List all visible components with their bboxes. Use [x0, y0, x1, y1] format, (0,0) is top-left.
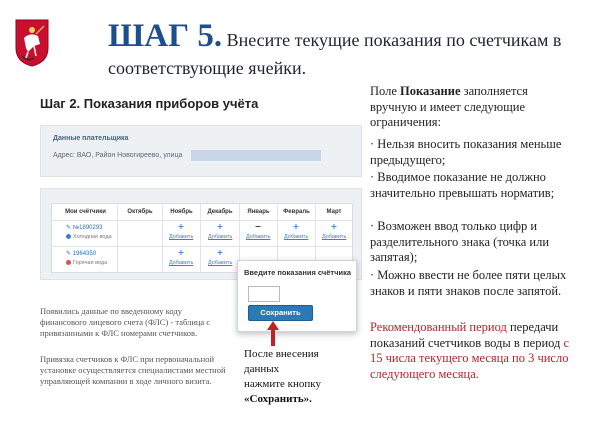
description-binding: Привязка счетчиков к ФЛС при первоначальной установке осуществляется специалистами местной управляющей компании в ходе личного визита. — [40, 354, 226, 386]
add-link-feb-1[interactable]: Добавить — [284, 234, 309, 240]
meter-kind-hot: Горячая вода — [66, 260, 107, 266]
title-text-line2: соответствующие ячейки. — [108, 58, 307, 78]
add-plus-icon[interactable]: + — [292, 222, 300, 231]
col-january: Январь — [247, 209, 270, 215]
step-label: ШАГ 5. — [108, 18, 223, 54]
col-my-meters: Мои счётчики — [65, 209, 106, 215]
rule-item: · Возможен ввод только цифр и разделительного знака (точка или запятая); — [370, 219, 550, 264]
after-note-line2: нажмите кнопку — [244, 378, 321, 390]
col-november: Ноябрь — [170, 209, 193, 215]
add-link-mar-1[interactable]: Добавить — [322, 234, 347, 240]
field-name: Показание — [400, 84, 461, 98]
payer-address: Адрес: ВАО, Район Новогиреево, улица — [53, 152, 183, 159]
reading-input[interactable] — [248, 286, 280, 302]
after-save-note — [244, 347, 354, 407]
save-button[interactable]: Сохранить — [248, 305, 313, 321]
add-link-jan-1[interactable]: Добавить — [246, 234, 271, 240]
description-fls: Появились данные по введенному коду финансового лицевого счета (ФЛС) - таблица с привязанными к ФЛС номерами счетчиков. — [40, 306, 211, 338]
add-plus-icon[interactable]: + — [216, 222, 224, 231]
col-march: Март — [326, 209, 342, 215]
add-plus-icon[interactable]: + — [177, 222, 185, 231]
meter-kind-cold: Холодная вода — [66, 234, 112, 240]
col-december: Декабрь — [207, 209, 233, 215]
address-redacted — [191, 150, 321, 161]
add-link-nov-1[interactable]: Добавить — [169, 234, 194, 240]
add-plus-icon[interactable]: + — [177, 248, 185, 257]
add-plus-icon[interactable]: + — [216, 248, 224, 257]
field-intro: Поле Показание заполняется вручную и имеет следующие ограничения: — [370, 84, 528, 129]
moscow-coat-of-arms-icon — [14, 18, 50, 68]
popup-title: Введите показания счётчика — [244, 268, 351, 277]
recommended-period: Рекомендованный период передачи показаний счетчиков воды в период с 15 числа текущего месяца по 3 число следующего месяца. — [370, 320, 570, 381]
col-february: Февраль — [283, 209, 310, 215]
minus-icon[interactable]: − — [254, 222, 262, 231]
rule-item: · Нельзя вносить показания меньше предыдущего; — [370, 137, 562, 167]
add-link-nov-2[interactable]: Добавить — [169, 260, 194, 266]
payer-panel — [40, 125, 362, 177]
after-note-bold: «Сохранить». — [244, 393, 312, 405]
meter-number-cold[interactable]: ✎ №1890293 — [66, 225, 103, 231]
add-link-dec-2[interactable]: Добавить — [208, 260, 233, 266]
add-plus-icon[interactable]: + — [330, 222, 338, 231]
col-october: Октябрь — [127, 209, 153, 215]
title-text: Внесите текущие показания по счетчикам в — [222, 30, 562, 50]
after-note-line1: После внесения данных — [244, 348, 319, 375]
rule-item: · Можно ввести не более пяти целых знаков и пяти знаков после запятой. — [370, 268, 567, 298]
payer-title: Данные плательщика — [53, 135, 129, 142]
meter-number-hot[interactable]: ✎ 1964350 — [66, 251, 97, 257]
page-title — [108, 18, 561, 55]
ui-step-heading: Шаг 2. Показания приборов учёта — [40, 96, 259, 111]
arrow-up-icon — [263, 318, 283, 348]
rule-item: · Вводимое показание не должно значительно превышать норматив; — [370, 170, 555, 200]
reading-popup — [237, 260, 357, 332]
add-link-dec-1[interactable]: Добавить — [208, 234, 233, 240]
